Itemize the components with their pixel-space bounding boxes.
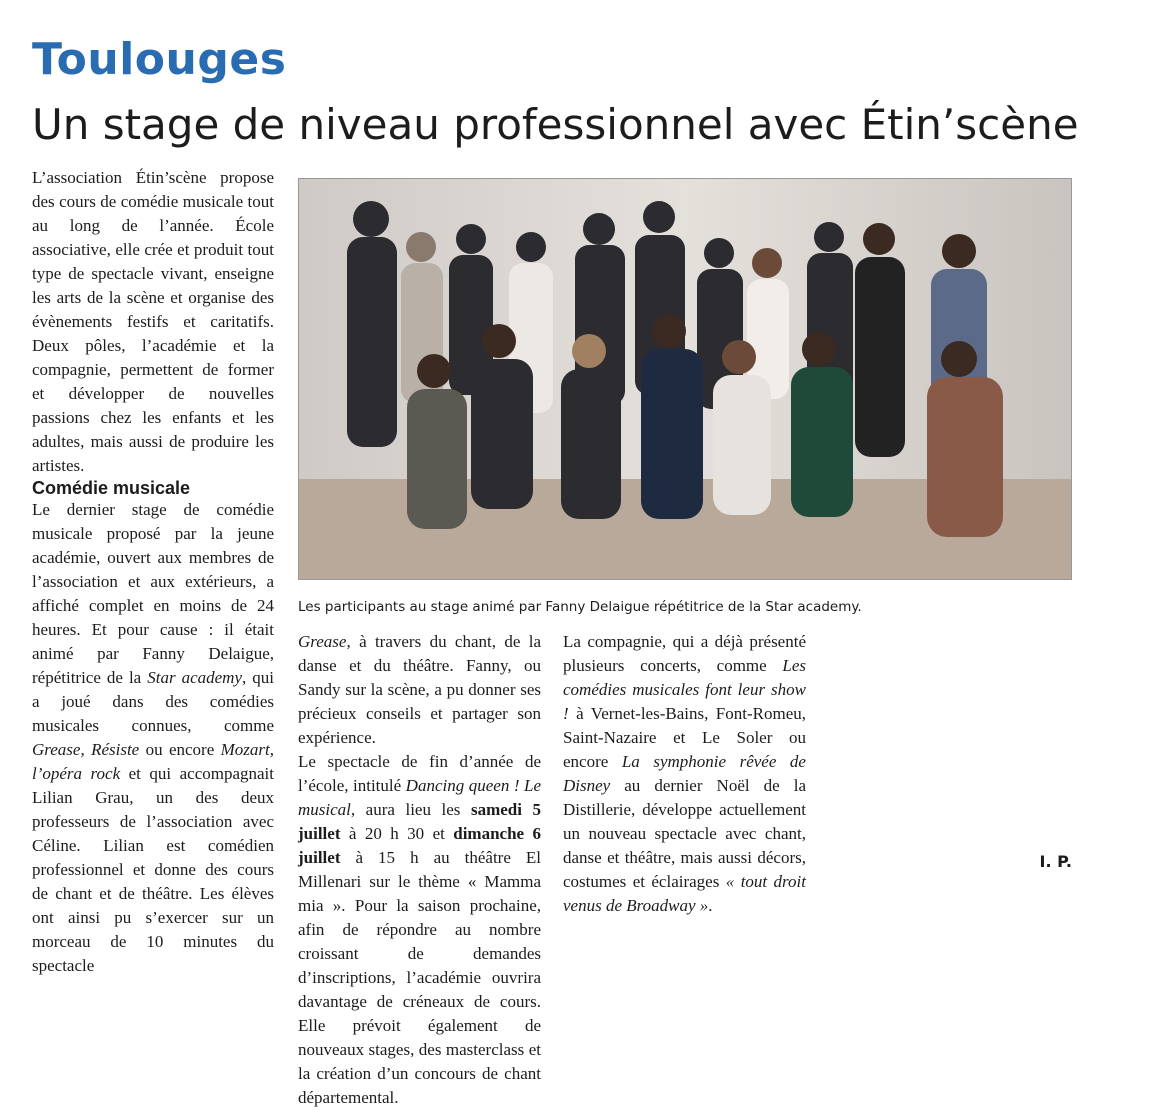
- text-run: à Vernet-les-Bains, Font-Romeu, Saint-Nazaire et Le Soler ou encore: [563, 704, 806, 771]
- bold-run: samedi 5 juillet: [298, 800, 541, 843]
- photo-caption: Les participants au stage animé par Fanny Delaigue répétitrice de la Star academy.: [298, 599, 862, 615]
- text-run: , aura lieu les: [350, 800, 471, 819]
- body-paragraph-2a: [32, 498, 274, 978]
- text-run: .: [708, 896, 713, 915]
- text-run: et qui accompagnait Lilian Grau, un des deux professeurs de l’association avec Céline. Lilian est comédien professionnel et donne des cours de chant et de théâtre. Les élèves ont ainsi pu s’exercer sur un morceau de 10 minutes du spectacle: [32, 764, 275, 975]
- bold-run: dimanche 6 juillet: [298, 824, 541, 867]
- text-run: ou encore: [139, 740, 221, 759]
- body-paragraph-4a: [563, 630, 806, 918]
- text-run: au dernier Noël de la Distillerie, développe actuellement un nouveau spectacle avec chant, danse et théâtre, mais aussi décors, costumes et éclairages: [563, 776, 806, 891]
- italic-run: Star academy: [147, 668, 242, 687]
- italic-run: Grease: [298, 632, 347, 651]
- italic-run: Grease, Résiste: [32, 740, 140, 759]
- subhead: Comédie musicale: [32, 478, 191, 498]
- italic-run: « tout droit venus de Broadway »: [563, 872, 806, 915]
- headline: Un stage de niveau professionnel avec Étin’scène: [32, 100, 1079, 149]
- column-2: [298, 630, 541, 1110]
- italic-run: Mozart, l’opéra rock: [32, 740, 274, 783]
- text-run: La compagnie, qui a déjà présenté plusieurs concerts, comme: [563, 632, 806, 675]
- intro-paragraph: L’association Étin’scène propose des cours de comédie musicale tout au long de l’année. École associative, elle crée et produit tout type de spectacle vivant, enseigne les arts de la scène et organise des évènements festifs et caritatifs. Deux pôles, l’académie et la compagnie, permettent de former et développer de nouvelles passions chez les enfants et les adultes, mais aussi de produire les artistes.: [32, 168, 274, 475]
- italic-run: La symphonie rêvée de Disney: [563, 752, 806, 795]
- text-run: à 20 h 30 et: [340, 824, 454, 843]
- text-run: , qui a joué dans des comédies musicales connues, comme: [32, 668, 274, 735]
- italic-run: Les comédies musicales font leur show !: [563, 656, 806, 723]
- body-paragraph-2b: [298, 630, 541, 750]
- kicker: Toulouges: [32, 34, 287, 85]
- text-run: à 15 h au théâtre El Millenari sur le thème « Mamma mia ». Pour la saison prochaine, afin de répondre au nombre croissant de demandes d’inscriptions, l’académie ouvrira davantage de créneaux de cours. Elle prévoit également de nouveaux stages, des masterclass et la création d’un concours de chant départemental.: [298, 848, 541, 1107]
- group-photo: [298, 178, 1072, 580]
- signature: I. P.: [1039, 852, 1072, 871]
- italic-run: Dancing queen ! Le musical: [298, 776, 541, 819]
- column-3: [563, 630, 806, 918]
- body-paragraph-3a: [298, 750, 541, 1110]
- text-run: , à travers du chant, de la danse et du théâtre. Fanny, ou Sandy sur la scène, a pu donner ses précieux conseils et partager son expérience.: [298, 632, 541, 747]
- column-1: [32, 478, 274, 978]
- text-run: Le spectacle de fin d’année de l’école, intitulé: [298, 752, 541, 795]
- intro-column: [32, 166, 274, 478]
- text-run: Le dernier stage de comédie musicale proposé par la jeune académie, ouvert aux membres de l’association et aux extérieurs, a affiché complet en moins de 24 heures. Et pour cause : il était animé par Fanny Delaigue, répétitrice de la: [32, 500, 274, 687]
- group-photo-icon: [299, 179, 1071, 579]
